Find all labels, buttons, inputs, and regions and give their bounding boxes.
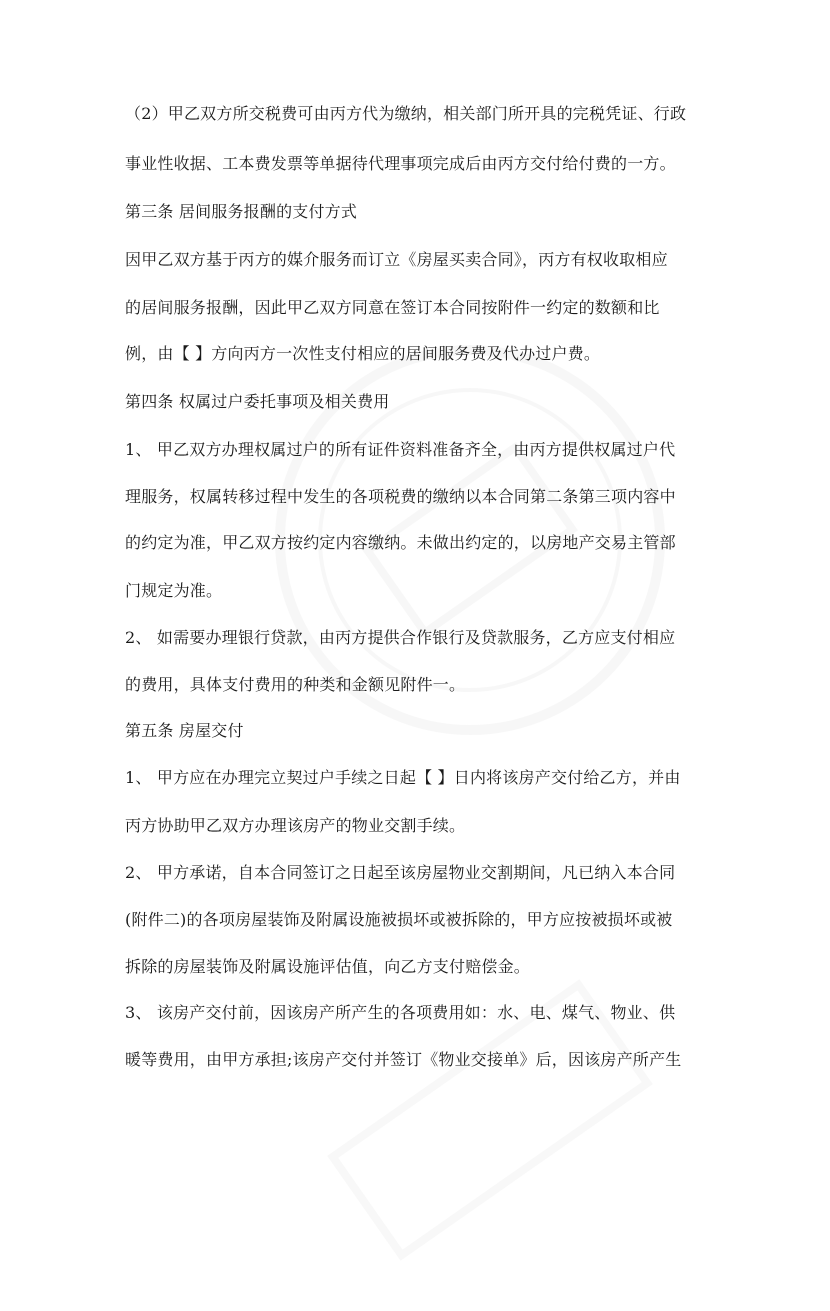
paragraph-line: 2、 甲方承诺，自本合同签订之日起至该房屋物业交割期间，凡已纳入本合同 — [125, 863, 676, 882]
paragraph-line: （2）甲乙双方所交税费可由丙方代为缴纳，相关部门所开具的完税凭证、行政 — [125, 104, 687, 123]
paragraph-line: 3、 该房产交付前，因该房产所产生的各项费用如：水、电、煤气、物业、供 — [125, 1003, 676, 1022]
section-heading-article-3: 第三条 居间服务报酬的支付方式 — [125, 202, 358, 221]
paragraph-line: 暖等费用，由甲方承担;该房产交付并签订《物业交接单》后，因该房产所产生 — [125, 1050, 682, 1069]
paragraph-line: 因甲乙双方基于丙方的媒介服务而订立《房屋买卖合同》，丙方有权收取相应 — [125, 250, 668, 269]
paragraph-line: 例，由【 】方向丙方一次性支付相应的居间服务费及代办过户费。 — [125, 344, 601, 363]
paragraph-line: 理服务，权属转移过程中发生的各项税费的缴纳以本合同第二条第三项内容中 — [125, 487, 676, 506]
paragraph-line: 门规定为准。 — [125, 581, 223, 600]
paragraph-line: (附件二)的各项房屋装饰及附属设施被损坏或被拆除的，甲方应按被损坏或被 — [125, 910, 673, 929]
paragraph-line: 丙方协助甲乙双方办理该房产的物业交割手续。 — [125, 816, 466, 835]
paragraph-line: 1、 甲乙双方办理权属过户的所有证件资料准备齐全，由丙方提供权属过户代 — [125, 440, 676, 459]
paragraph-line: 事业性收据、工本费发票等单据待代理事项完成后由丙方交付给付费的一方。 — [125, 154, 676, 173]
paragraph-line: 的约定为准，甲乙双方按约定内容缴纳。未做出约定的，以房地产交易主管部 — [125, 533, 676, 552]
section-heading-article-5: 第五条 房屋交付 — [125, 721, 244, 740]
section-heading-article-4: 第四条 权属过户委托事项及相关费用 — [125, 392, 390, 411]
paragraph-line: 拆除的房屋装饰及附属设施评估值，向乙方支付赔偿金。 — [125, 957, 531, 976]
paragraph-line: 1、 甲方应在办理完立契过户手续之日起【 】日内将该房产交付给乙方，并由 — [125, 768, 681, 787]
paragraph-line: 的费用，具体支付费用的种类和金额见附件一。 — [125, 675, 466, 694]
paragraph-line: 的居间服务报酬，因此甲乙双方同意在签订本合同按附件一约定的数额和比 — [125, 298, 660, 317]
paragraph-line: 2、 如需要办理银行贷款，由丙方提供合作银行及贷款服务，乙方应支付相应 — [125, 628, 676, 647]
watermark-seal-icon-2 — [277, 929, 703, 1311]
